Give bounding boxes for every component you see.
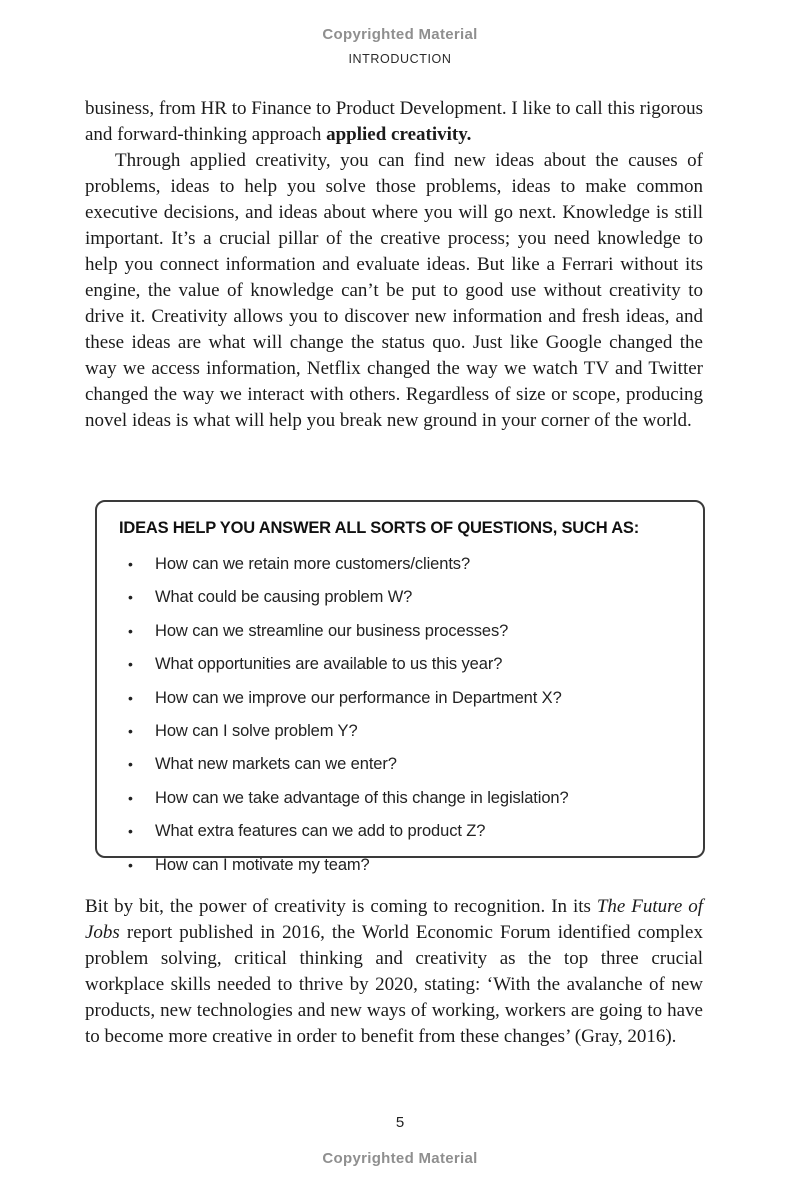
bullet-icon: • <box>128 622 133 639</box>
paragraph-applied-creativity <box>85 148 703 434</box>
closing-text-block <box>85 894 703 1050</box>
bullet-icon: • <box>128 789 133 806</box>
question-text: What new markets can we enter? <box>155 755 397 774</box>
running-head-section-title: INTRODUCTION <box>348 52 452 66</box>
bullet-icon: • <box>128 856 133 873</box>
page-number: 5 <box>395 1114 405 1131</box>
question-text: How can we take advantage of this change in legislation? <box>155 788 569 807</box>
text-segment-normal: business, from HR to Finance to Product Development. I like to call this rigorous and forward-thinking approach <box>85 98 703 145</box>
bullet-icon: • <box>128 656 133 673</box>
bullet-icon: • <box>128 756 133 773</box>
bullet-icon: • <box>128 556 133 572</box>
question-text: How can I solve problem Y? <box>155 721 358 740</box>
question-text: What extra features can we add to product Z? <box>155 822 486 841</box>
question-text: How can we streamline our business processes? <box>155 621 509 640</box>
bullet-icon: • <box>128 722 133 739</box>
copyright-watermark-top: Copyrighted Material <box>322 26 478 43</box>
question-list-item <box>119 788 681 809</box>
question-list-item <box>119 721 681 742</box>
callout-box-title: IDEAS HELP YOU ANSWER ALL SORTS OF QUESTIONS, SUCH AS: <box>119 519 640 537</box>
question-text: How can we retain more customers/clients? <box>155 555 471 573</box>
questions-bullet-list <box>119 554 681 876</box>
question-list-item <box>119 654 681 675</box>
question-list-item <box>119 587 681 608</box>
question-list-item <box>119 754 681 775</box>
question-text: How can I motivate my team? <box>155 855 370 874</box>
paragraph-future-of-jobs <box>85 894 703 1050</box>
bullet-icon: • <box>128 823 133 840</box>
text-segment-normal: Through applied creativity, you can find new ideas about the causes of problems, ideas to help you solve those problems, ideas to make common executive decisions, and ideas about where you will go next. Knowledge is still important. It’s a crucial pillar of the creative process; you need knowledge to help you connect information and evaluate ideas. But like a Ferrari without its engine, the value of knowledge can’t be put to good use without creativity to drive it. Creativity allows you to discover new information and fresh ideas, and these ideas are what will change the status quo. Just like Google changed the way we access information, Netflix changed the way we watch TV and Twitter changed the way we interact with others. Regardless of size or scope, producing novel ideas is what will help you break new ground in your corner of the world. <box>85 150 703 431</box>
body-text-block <box>85 96 703 434</box>
question-list-item <box>119 621 681 642</box>
question-text: What could be causing problem W? <box>155 588 413 607</box>
question-list-item <box>119 554 681 575</box>
question-text: How can we improve our performance in Department X? <box>155 688 562 707</box>
question-text: What opportunities are available to us this year? <box>155 655 503 674</box>
question-list-item <box>119 855 681 876</box>
text-segment-normal: report published in 2016, the World Economic Forum identified complex problem solving, critical thinking and creativity as the top three crucial workplace skills needed to thrive by 2020, stating: ‘With the avalanche of new products, new technologies and new ways of working, workers are going to have to become more creative in order to benefit from these changes’ (Gray, 2016). <box>85 922 703 1047</box>
paragraph-continuation <box>85 96 703 148</box>
question-list-item <box>119 688 681 709</box>
bullet-icon: • <box>128 689 133 706</box>
text-segment-italic: The Future of Jobs <box>85 896 703 943</box>
bullet-icon: • <box>128 589 133 606</box>
questions-callout-box <box>95 500 705 874</box>
text-segment-bold: applied creativity. <box>326 124 472 145</box>
question-list-item <box>119 821 681 842</box>
copyright-watermark-bottom: Copyrighted Material <box>322 1150 478 1167</box>
text-segment-normal: Bit by bit, the power of creativity is coming to recognition. In its <box>85 896 597 917</box>
